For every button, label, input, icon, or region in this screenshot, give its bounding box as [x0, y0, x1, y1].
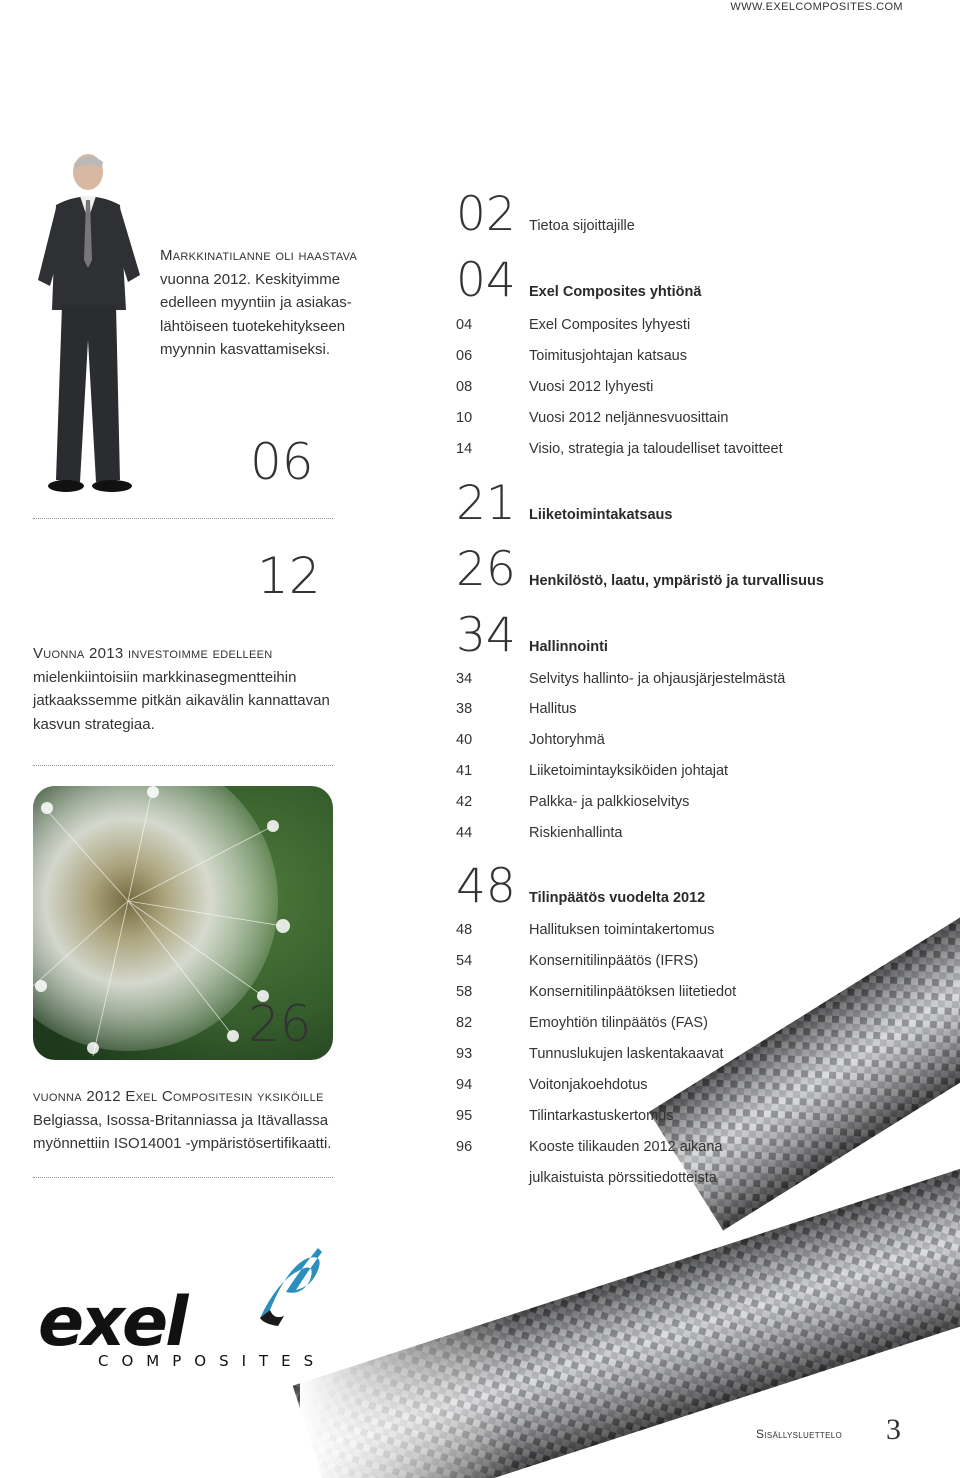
toc-item-page: 44: [456, 825, 473, 841]
quote-market: [160, 244, 360, 362]
toc-section-title[interactable]: Exel Composites yhtiönä: [529, 284, 702, 300]
toc-item-title[interactable]: Tunnuslukujen laskentakaavat: [529, 1046, 724, 1062]
toc-item-page: 93: [456, 1046, 473, 1062]
logo-subtitle: COMPOSITES: [98, 1352, 327, 1370]
toc-item-page: 38: [456, 701, 473, 717]
toc-section-number: 04: [456, 253, 516, 308]
toc-item-title[interactable]: Voitonjakoehdotus: [529, 1077, 648, 1093]
toc-section-title[interactable]: Henkilöstö, laatu, ympäristö ja turvallisuus: [529, 573, 824, 589]
quote-market-lead: Markkinatilanne oli haastava: [160, 247, 358, 264]
toc-item-title[interactable]: Tilintarkastuskertomus: [529, 1108, 674, 1124]
toc-item-title[interactable]: Emoyhtiön tilinpäätös (FAS): [529, 1015, 708, 1031]
toc-section-number: 34: [456, 608, 516, 663]
toc-item-title[interactable]: Konsernitilinpäätöksen liitetiedot: [529, 984, 737, 1000]
toc-item-title[interactable]: Exel Composites lyhyesti: [529, 317, 691, 333]
page-ref-26: 26: [248, 995, 312, 1053]
quote-investment-lead: Vuonna 2013 investoimme edelleen: [33, 645, 273, 662]
toc-item-page: 94: [456, 1077, 473, 1093]
quote-iso-body: Belgiassa, Isossa-Britanniassa ja Itävallassa myönnettiin ISO14001 -ympäristösertifikaatti.: [33, 1111, 332, 1152]
toc-item-title[interactable]: Selvitys hallinto- ja ohjausjärjestelmästä: [529, 671, 786, 687]
toc-item-title[interactable]: Kooste tilikauden 2012 aikana: [529, 1139, 723, 1155]
toc-item-page: 04: [456, 317, 473, 333]
toc-section-title[interactable]: Liiketoimintakatsaus: [529, 507, 673, 523]
toc-item-title[interactable]: Hallitus: [529, 701, 577, 717]
toc-item-title[interactable]: Visio, strategia ja taloudelliset tavoitteet: [529, 441, 783, 457]
toc-item-title[interactable]: Konsernitilinpäätös (IFRS): [529, 953, 699, 969]
page-number: 3: [886, 1413, 901, 1446]
toc-item-page: 82: [456, 1015, 473, 1031]
website-url: WWW.EXELCOMPOSITES.COM: [730, 1, 903, 13]
toc-section-title[interactable]: Tietoa sijoittajille: [529, 218, 635, 234]
toc-item-page: 08: [456, 379, 473, 395]
toc-item-title[interactable]: Palkka- ja palkkioselvitys: [529, 794, 690, 810]
logo-wordmark: exel: [38, 1283, 186, 1362]
toc-item-title-continued[interactable]: julkaistuista pörssitiedotteista: [529, 1170, 717, 1186]
toc-item-title[interactable]: Vuosi 2012 lyhyesti: [529, 379, 654, 395]
toc-item-title[interactable]: Toimitusjohtajan katsaus: [529, 348, 687, 364]
toc-section-number: 02: [456, 187, 516, 242]
toc-item-page: 06: [456, 348, 473, 364]
ceo-photo: [28, 150, 158, 500]
quote-investment: [33, 642, 333, 736]
page-ref-06: 06: [250, 433, 314, 491]
toc-item-page: 10: [456, 410, 473, 426]
section-label: Sisällysluettelo: [756, 1427, 843, 1441]
exel-composites-logo: [38, 1240, 338, 1375]
toc-item-title[interactable]: Liiketoimintayksiköiden johtajat: [529, 763, 729, 779]
dotted-divider: [33, 518, 333, 519]
toc-item-page: 58: [456, 984, 473, 1000]
quote-iso-lead: vuonna 2012 Exel Compositesin yksiköille: [33, 1088, 324, 1105]
toc-section-number: 48: [456, 859, 516, 914]
toc-item-page: 34: [456, 671, 473, 687]
quote-iso: [33, 1085, 353, 1156]
dotted-divider: [33, 765, 333, 766]
page-ref-12: 12: [257, 547, 321, 605]
toc-item-page: 41: [456, 763, 473, 779]
dotted-divider: [33, 1177, 333, 1178]
toc-section-title[interactable]: Tilinpäätös vuodelta 2012: [529, 890, 706, 906]
toc-item-title[interactable]: Hallituksen toimintakertomus: [529, 922, 715, 938]
toc-section-number: 21: [456, 476, 516, 531]
toc-item-page: 14: [456, 441, 473, 457]
toc-item-page: 42: [456, 794, 473, 810]
toc-section-number: 26: [456, 542, 516, 597]
toc-item-page: 96: [456, 1139, 473, 1155]
toc-item-title[interactable]: Johtoryhmä: [529, 732, 605, 748]
toc-section-title[interactable]: Hallinnointi: [529, 639, 608, 655]
quote-market-body: vuonna 2012. Keskityimme edelleen myyntiin ja asiakas-lähtöiseen tuotekehitykseen myynnin kasvattamiseksi.: [160, 270, 352, 358]
toc-item-title[interactable]: Riskienhallinta: [529, 825, 623, 841]
toc-item-page: 95: [456, 1108, 473, 1124]
quote-investment-body: mielenkiintoisiin markkinasegmentteihin jatkaakssemme pitkän aikavälin kannattavan kasvun strategiaa.: [33, 668, 330, 733]
toc-item-page: 40: [456, 732, 473, 748]
toc-item-page: 54: [456, 953, 473, 969]
toc-item-title[interactable]: Vuosi 2012 neljännesvuosittain: [529, 410, 729, 426]
toc-item-page: 48: [456, 922, 473, 938]
